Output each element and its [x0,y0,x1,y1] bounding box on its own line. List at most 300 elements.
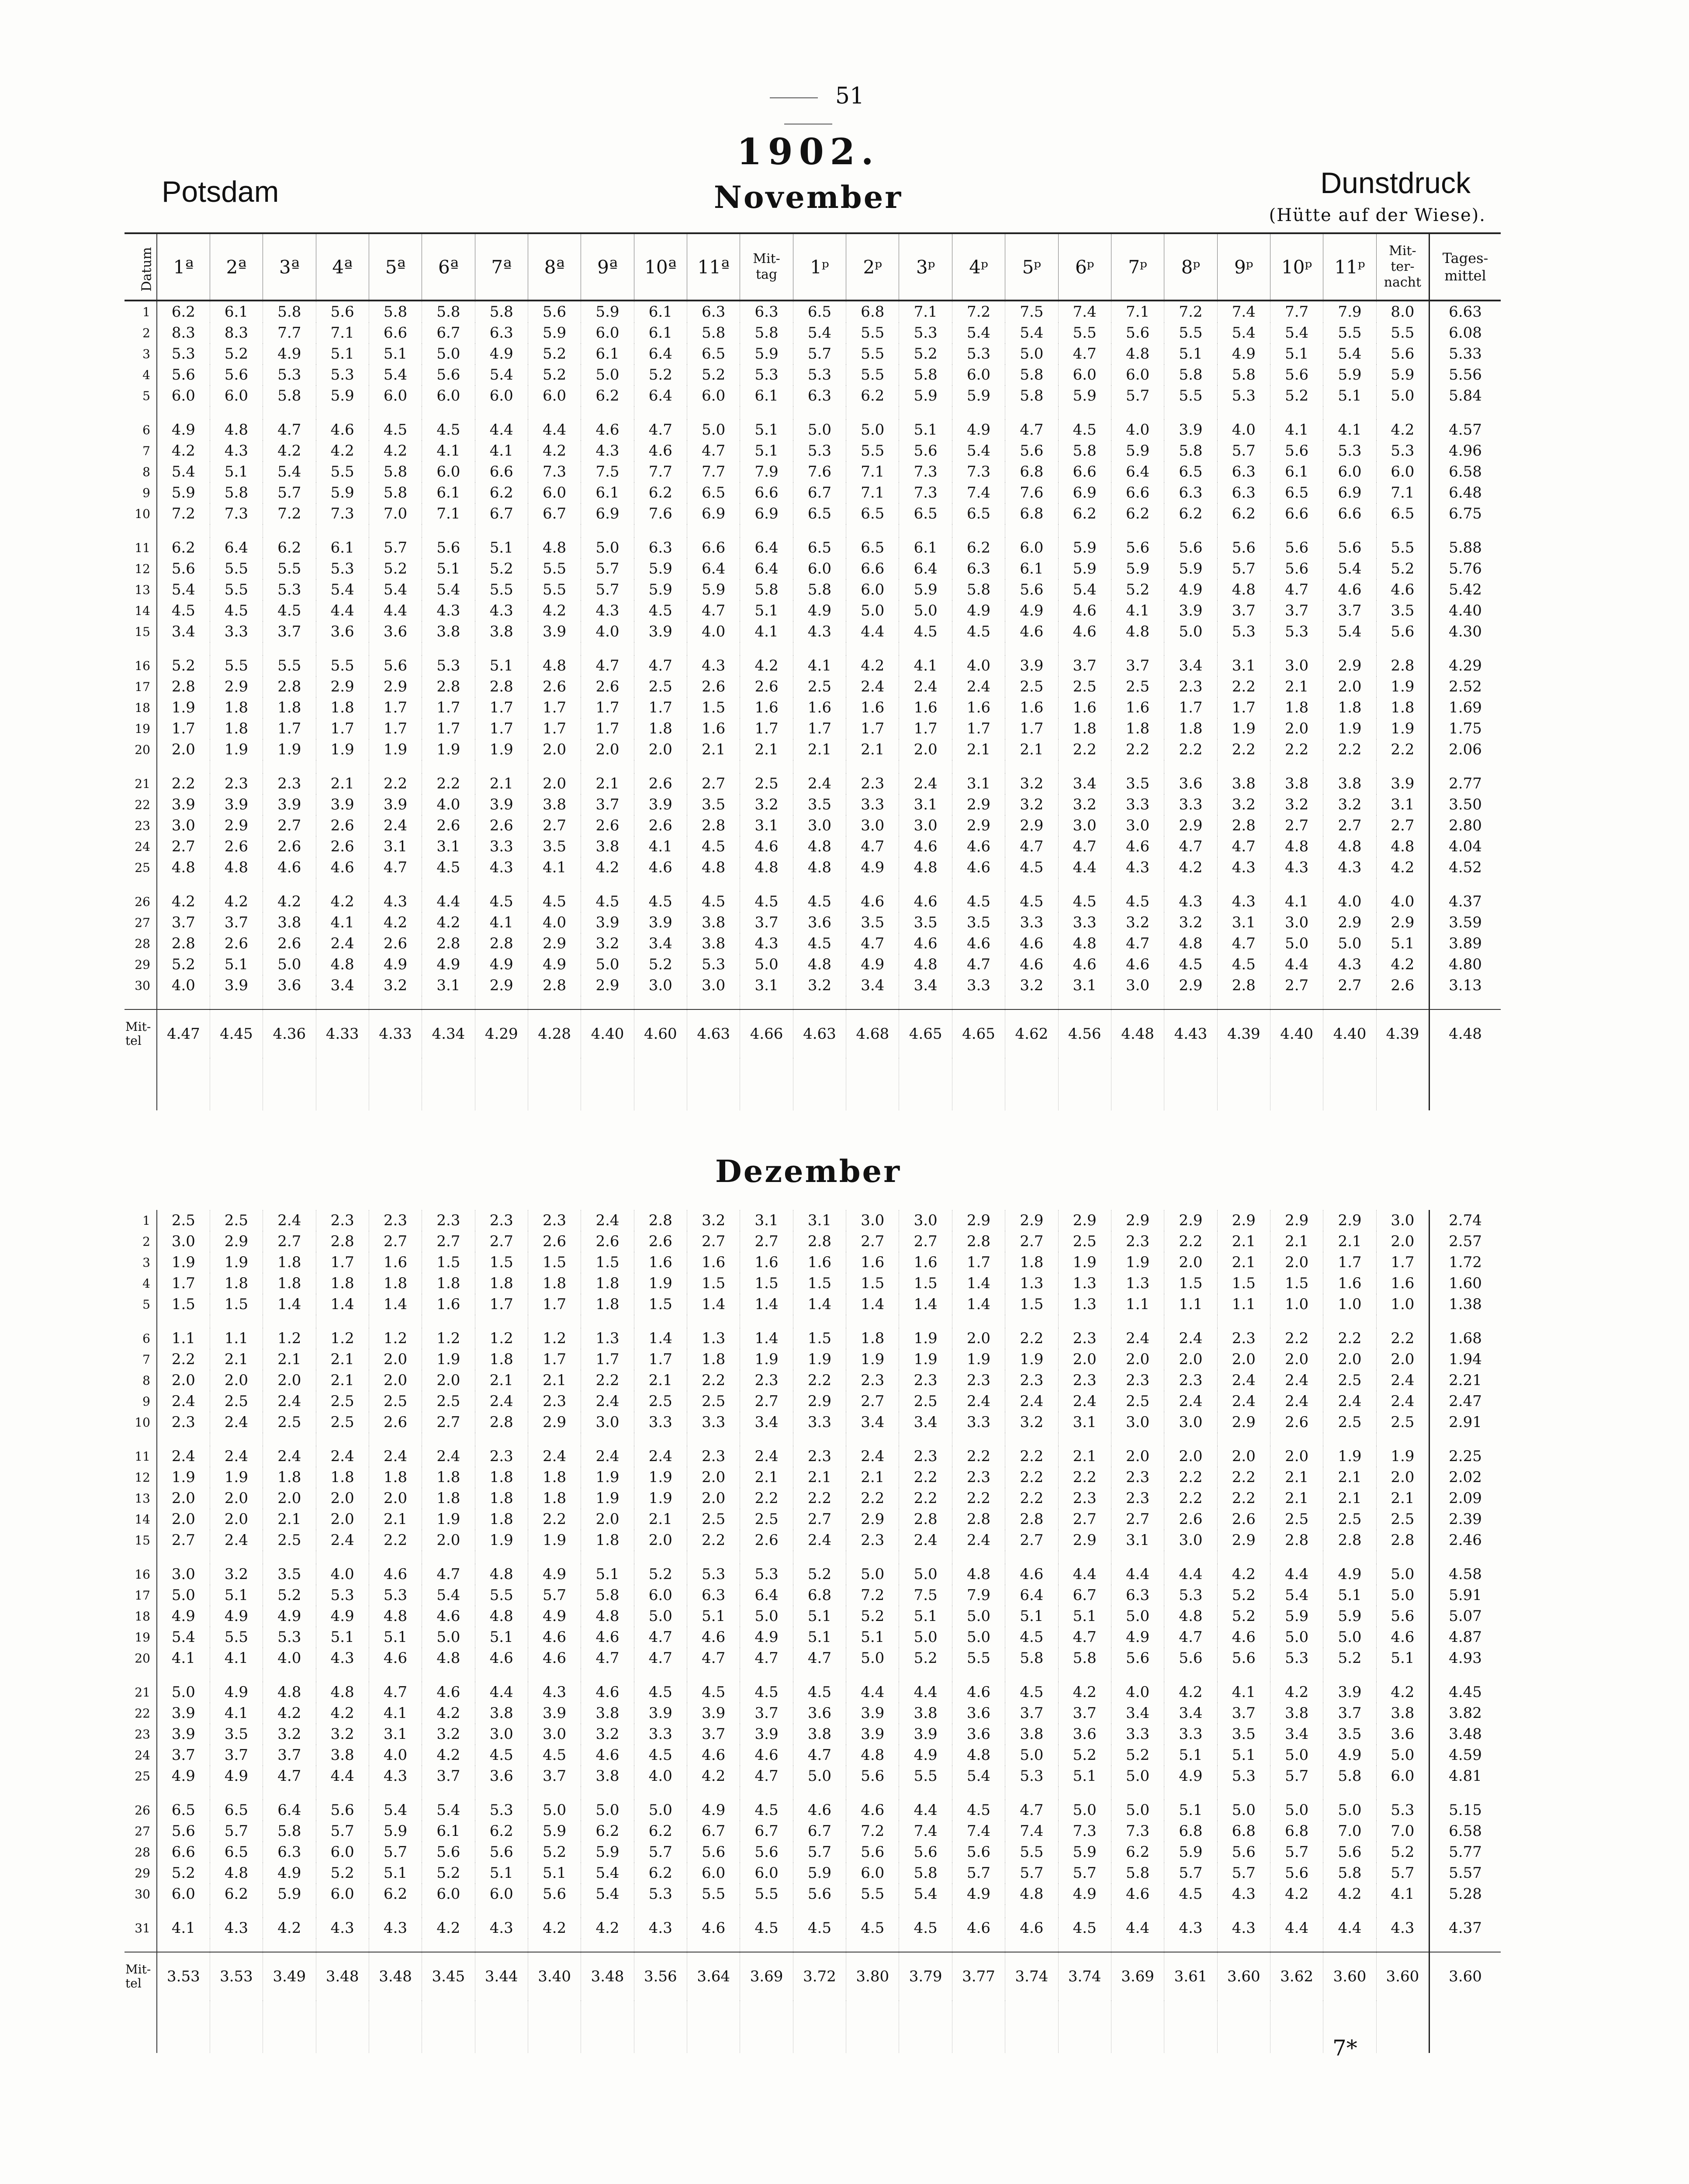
spacer-cell [634,406,687,419]
value-cell: 4.6 [846,891,899,912]
day-cell: 21 [125,1682,157,1703]
hour-header: 8ᵖ [1164,233,1217,301]
value-cell: 1.8 [634,718,687,739]
hourly-mean-cell: 4.63 [687,1009,740,1058]
value-cell: 3.5 [210,1724,263,1745]
spacer-cell [1111,878,1164,891]
value-cell: 4.5 [1005,1627,1058,1648]
value-cell: 6.5 [793,537,846,558]
hourly-mean-cell: 3.53 [157,1952,210,2001]
spacer-cell [687,524,740,537]
spacer-cell [1323,1939,1376,1952]
spacer-cell [1429,1787,1501,1800]
value-cell: 1.4 [740,1294,793,1315]
value-cell: 4.4 [1270,1564,1323,1585]
value-cell: 3.8 [475,1703,528,1724]
spacer-cell [369,1787,422,1800]
hourly-mean-cell: 4.36 [263,1009,316,1058]
value-cell: 4.6 [687,1627,740,1648]
value-cell: 5.9 [1111,558,1164,579]
value-cell: 5.5 [263,558,316,579]
daily-mean-cell: 6.63 [1429,301,1501,322]
value-cell: 5.6 [1217,537,1270,558]
spacer-cell [1058,2001,1111,2053]
value-cell: 1.5 [581,1252,634,1273]
value-cell: 6.7 [793,482,846,503]
value-cell: 2.4 [740,1446,793,1467]
value-cell: 4.7 [581,655,634,676]
value-cell: 3.9 [157,794,210,815]
value-cell: 1.3 [1005,1273,1058,1294]
day-cell: 12 [125,558,157,579]
day-cell: 25 [125,857,157,878]
value-cell: 4.2 [1270,1682,1323,1703]
value-cell: 4.2 [157,440,210,461]
spacer-cell [316,1058,369,1110]
value-cell: 8.0 [1376,301,1429,322]
value-cell: 3.3 [1164,1724,1217,1745]
day-cell: 29 [125,1863,157,1883]
value-cell: 5.5 [263,655,316,676]
table-row [125,697,1501,718]
value-cell: 5.1 [210,1585,263,1606]
value-cell: 5.6 [899,1842,952,1863]
spacer-cell [687,1904,740,1918]
value-cell: 5.0 [1270,1800,1323,1821]
value-cell: 1.9 [369,739,422,760]
value-cell: 4.6 [1111,954,1164,975]
value-cell: 1.8 [1323,697,1376,718]
value-cell: 2.4 [1111,1328,1164,1349]
day-cell: 20 [125,739,157,760]
value-cell: 2.0 [528,739,581,760]
value-cell: 1.9 [1323,718,1376,739]
value-cell: 5.6 [157,558,210,579]
table-row [125,912,1501,933]
spacer-cell [1323,760,1376,773]
value-cell: 2.7 [793,1509,846,1530]
spacer-cell [740,2001,793,2053]
value-cell: 5.1 [793,1627,846,1648]
value-cell: 1.9 [793,1349,846,1370]
value-cell: 5.5 [1005,1842,1058,1863]
value-cell: 3.7 [1270,600,1323,621]
value-cell: 2.7 [1270,975,1323,996]
value-cell: 3.3 [793,1412,846,1433]
value-cell: 5.7 [1111,385,1164,406]
value-cell: 5.2 [1376,1842,1429,1863]
spacer-cell [793,1433,846,1446]
value-cell: 5.6 [1164,1648,1217,1669]
value-cell: 2.3 [316,1210,369,1231]
spacer-cell [157,1669,210,1682]
value-cell: 2.1 [581,773,634,794]
value-cell: 3.2 [687,1210,740,1231]
spacer-cell [740,1315,793,1328]
value-cell: 2.2 [1164,739,1217,760]
value-cell: 2.8 [952,1509,1005,1530]
spacer-cell [1111,1433,1164,1446]
value-cell: 2.1 [1323,1231,1376,1252]
value-cell: 5.0 [1005,343,1058,364]
value-cell: 5.0 [1323,933,1376,954]
value-cell: 5.9 [899,385,952,406]
value-cell: 1.9 [581,1488,634,1509]
value-cell: 5.9 [1164,558,1217,579]
value-cell: 6.9 [687,503,740,524]
value-cell: 1.8 [422,1488,475,1509]
spacer-cell [475,760,528,773]
value-cell: 6.8 [1164,1821,1217,1842]
value-cell: 5.5 [899,1766,952,1787]
value-cell: 2.3 [1058,1488,1111,1509]
value-cell: 4.6 [528,1648,581,1669]
hour-header: 10ᵖ [1270,233,1323,301]
value-cell: 4.1 [475,440,528,461]
spacer-cell [369,760,422,773]
value-cell: 5.3 [1164,1585,1217,1606]
spacer-cell [1164,642,1217,655]
value-cell: 5.7 [1005,1863,1058,1883]
value-cell: 4.3 [1376,1918,1429,1939]
value-cell: 1.7 [1376,1252,1429,1273]
table-row [125,1488,1501,1509]
value-cell: 5.5 [846,322,899,343]
value-cell: 4.3 [687,655,740,676]
spacer-cell [899,1433,952,1446]
value-cell: 4.0 [687,621,740,642]
value-cell: 4.7 [1005,419,1058,440]
spacer-cell [740,406,793,419]
value-cell: 3.1 [740,815,793,836]
value-cell: 6.5 [1270,482,1323,503]
value-cell: 1.8 [263,1252,316,1273]
value-cell: 6.1 [422,1821,475,1842]
spacer-cell [793,1551,846,1564]
value-cell: 4.9 [263,343,316,364]
value-cell: 2.9 [1111,1210,1164,1231]
day-cell: 2 [125,322,157,343]
spacer-row [125,524,1501,537]
value-cell: 5.9 [1323,364,1376,385]
spacer-cell [899,878,952,891]
spacer-cell [634,1433,687,1446]
value-cell: 1.6 [1058,697,1111,718]
table-row [125,301,1501,322]
day-cell: 1 [125,301,157,322]
value-cell: 2.9 [210,1231,263,1252]
value-cell: 2.2 [369,1530,422,1551]
daily-mean-cell: 1.72 [1429,1252,1501,1273]
value-cell: 2.0 [316,1488,369,1509]
value-cell: 7.4 [1005,1821,1058,1842]
value-cell: 5.0 [1376,1745,1429,1766]
value-cell: 4.5 [475,1745,528,1766]
daily-mean-cell: 5.88 [1429,537,1501,558]
value-cell: 2.0 [899,739,952,760]
spacer-cell [952,642,1005,655]
value-cell: 2.8 [528,975,581,996]
value-cell: 5.7 [1217,440,1270,461]
value-cell: 1.4 [952,1294,1005,1315]
value-cell: 1.9 [157,697,210,718]
value-cell: 5.6 [210,364,263,385]
value-cell: 4.5 [634,891,687,912]
value-cell: 6.0 [1111,364,1164,385]
value-cell: 2.2 [1005,1328,1058,1349]
table-row [125,600,1501,621]
value-cell: 5.1 [369,343,422,364]
value-cell: 5.8 [1005,1648,1058,1669]
value-cell: 4.6 [581,1745,634,1766]
value-cell: 7.3 [1058,1821,1111,1842]
value-cell: 1.5 [422,1252,475,1273]
value-cell: 5.4 [422,1800,475,1821]
value-cell: 3.2 [1217,794,1270,815]
value-cell: 2.2 [1323,739,1376,760]
value-cell: 4.6 [475,1648,528,1669]
spacer-cell [1376,1669,1429,1682]
value-cell: 5.0 [1270,1745,1323,1766]
spacer-cell [1005,760,1058,773]
value-cell: 4.6 [740,836,793,857]
daily-mean-cell: 4.30 [1429,621,1501,642]
value-cell: 2.8 [263,676,316,697]
value-cell: 2.1 [1270,1488,1323,1509]
value-cell: 5.7 [316,1821,369,1842]
value-cell: 2.0 [210,1370,263,1391]
spacer-cell [1058,760,1111,773]
spacer-cell [528,1315,581,1328]
value-cell: 2.9 [1217,1210,1270,1231]
value-cell: 3.1 [369,1724,422,1745]
spacer-cell [1429,1433,1501,1446]
value-cell: 4.8 [793,857,846,878]
value-cell: 2.4 [1217,1370,1270,1391]
value-cell: 5.4 [1217,322,1270,343]
value-cell: 2.0 [157,1488,210,1509]
spacer-cell [952,2001,1005,2053]
value-cell: 2.9 [1270,1210,1323,1231]
value-cell: 5.8 [899,364,952,385]
value-cell: 1.5 [846,1273,899,1294]
spacer-cell [475,524,528,537]
value-cell: 5.2 [793,1564,846,1585]
table-row [125,1509,1501,1530]
value-cell: 5.9 [634,558,687,579]
hourly-mean-cell: 4.33 [316,1009,369,1058]
spacer-cell [899,1315,952,1328]
value-cell: 4.1 [157,1918,210,1939]
value-cell: 3.9 [899,1724,952,1745]
value-cell: 1.7 [528,718,581,739]
hourly-mean-cell: 3.74 [1058,1952,1111,2001]
value-cell: 4.7 [952,954,1005,975]
value-cell: 4.8 [1217,579,1270,600]
value-cell: 3.7 [1217,1703,1270,1724]
value-cell: 4.9 [210,1682,263,1703]
value-cell: 5.1 [369,1627,422,1648]
value-cell: 1.9 [157,1467,210,1488]
value-cell: 4.7 [369,857,422,878]
value-cell: 6.7 [793,1821,846,1842]
spacer-cell [793,642,846,655]
value-cell: 2.7 [528,815,581,836]
value-cell: 6.5 [952,503,1005,524]
value-cell: 2.3 [899,1370,952,1391]
value-cell: 3.3 [1164,794,1217,815]
daily-mean-cell: 3.89 [1429,933,1501,954]
value-cell: 4.3 [369,891,422,912]
value-cell: 5.5 [316,655,369,676]
daily-mean-cell: 6.58 [1429,461,1501,482]
value-cell: 6.1 [581,343,634,364]
daily-mean-cell: 5.57 [1429,1863,1501,1883]
spacer-cell [1217,1433,1270,1446]
value-cell: 4.3 [475,1918,528,1939]
table-row [125,836,1501,857]
value-cell: 5.3 [263,364,316,385]
spacer-cell [1270,406,1323,419]
value-cell: 4.6 [422,1682,475,1703]
value-cell: 1.5 [687,1273,740,1294]
value-cell: 3.2 [581,1724,634,1745]
value-cell: 6.3 [1217,461,1270,482]
day-cell: 22 [125,794,157,815]
value-cell: 2.3 [210,773,263,794]
value-cell: 2.9 [1005,815,1058,836]
value-cell: 2.2 [793,1370,846,1391]
spacer-row [125,996,1501,1009]
value-cell: 5.1 [687,1606,740,1627]
value-cell: 2.2 [899,1467,952,1488]
daily-mean-cell: 2.21 [1429,1370,1501,1391]
value-cell: 4.4 [846,621,899,642]
table-row [125,1530,1501,1551]
value-cell: 4.1 [1323,419,1376,440]
table-row [125,461,1501,482]
value-cell: 2.4 [316,933,369,954]
value-cell: 1.3 [687,1328,740,1349]
table-row [125,1703,1501,1724]
table-row [125,1273,1501,1294]
value-cell: 3.3 [846,794,899,815]
value-cell: 2.3 [846,1370,899,1391]
value-cell: 1.8 [316,1467,369,1488]
value-cell: 2.4 [581,1446,634,1467]
value-cell: 1.8 [210,697,263,718]
table-row [125,364,1501,385]
spacer-cell [1270,1433,1323,1446]
value-cell: 2.6 [740,1530,793,1551]
value-cell: 2.5 [687,1391,740,1412]
value-cell: 2.7 [422,1231,475,1252]
value-cell: 5.1 [899,1606,952,1627]
value-cell: 6.0 [740,1863,793,1883]
spacer-cell [1270,642,1323,655]
value-cell: 6.0 [1323,461,1376,482]
value-cell: 5.0 [1111,1606,1164,1627]
value-cell: 2.9 [528,933,581,954]
spacer-cell [422,1787,475,1800]
value-cell: 4.3 [369,1766,422,1787]
value-cell: 1.0 [1270,1294,1323,1315]
value-cell: 6.0 [157,385,210,406]
value-cell: 3.5 [952,912,1005,933]
value-cell: 2.1 [316,1370,369,1391]
value-cell: 4.6 [581,1627,634,1648]
value-cell: 4.7 [1058,343,1111,364]
hourly-mean-cell: 4.33 [369,1009,422,1058]
daily-mean-cell: 5.56 [1429,364,1501,385]
value-cell: 4.8 [369,1606,422,1627]
spacer-cell [846,406,899,419]
value-cell: 4.6 [1005,954,1058,975]
day-cell: 10 [125,1412,157,1433]
value-cell: 5.3 [1376,1800,1429,1821]
spacer-cell [793,1939,846,1952]
spacer-cell [634,1315,687,1328]
value-cell: 5.6 [1270,537,1323,558]
value-cell: 2.5 [1323,1370,1376,1391]
spacer-cell [899,1904,952,1918]
spacer-cell [1111,996,1164,1009]
value-cell: 4.6 [952,857,1005,878]
day-cell: 8 [125,461,157,482]
value-cell: 1.7 [316,1252,369,1273]
value-cell: 4.4 [316,1766,369,1787]
spacer-cell [846,760,899,773]
spacer-cell [316,2001,369,2053]
spacer-cell [475,1939,528,1952]
value-cell: 6.6 [1323,503,1376,524]
value-cell: 1.4 [793,1294,846,1315]
value-cell: 4.5 [1164,1883,1217,1904]
value-cell: 4.8 [1164,933,1217,954]
value-cell: 4.2 [263,891,316,912]
value-cell: 4.5 [581,891,634,912]
value-cell: 2.0 [369,1488,422,1509]
value-cell: 5.4 [157,579,210,600]
hourly-mean-cell: 4.40 [1323,1009,1376,1058]
value-cell: 5.1 [740,600,793,621]
value-cell: 6.5 [210,1842,263,1863]
value-cell: 2.0 [1270,1252,1323,1273]
spacer-cell [475,1315,528,1328]
spacer-cell [952,524,1005,537]
value-cell: 5.9 [634,579,687,600]
value-cell: 2.9 [952,794,1005,815]
value-cell: 5.5 [528,558,581,579]
spacer-cell [1058,1551,1111,1564]
value-cell: 3.6 [793,1703,846,1724]
day-cell: 6 [125,1328,157,1349]
spacer-cell [740,1669,793,1682]
spacer-cell [1111,1315,1164,1328]
value-cell: 4.8 [528,537,581,558]
spacer-cell [1270,1551,1323,1564]
value-cell: 2.6 [263,836,316,857]
day-cell: 22 [125,1703,157,1724]
hourly-mean-cell: 4.66 [740,1009,793,1058]
value-cell: 1.9 [1111,1252,1164,1273]
value-cell: 5.8 [581,1585,634,1606]
value-cell: 3.1 [369,836,422,857]
value-cell: 3.0 [1164,1530,1217,1551]
spacer-cell [528,1058,581,1110]
value-cell: 5.4 [263,461,316,482]
day-cell: 3 [125,1252,157,1273]
